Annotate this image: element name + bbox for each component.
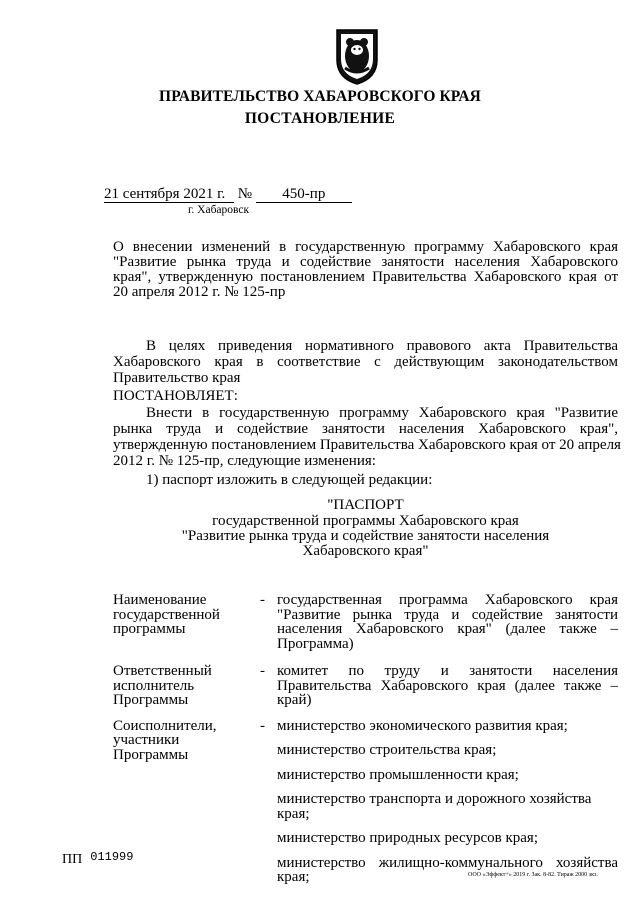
amendment-line: рынка труда и содействие занятости населения Хабаровского края", (113, 421, 618, 437)
participant-item: края; (277, 869, 310, 885)
city: г. Хабаровск (188, 204, 250, 216)
row-label (113, 593, 253, 637)
participant-item: министерство экономического развития края; (277, 717, 568, 734)
date-number-line (104, 186, 352, 203)
document-type: ПОСТАНОВЛЕНИЕ (244, 110, 396, 127)
preamble-line: Хабаровского края в соответствие с действующим законодательством (113, 354, 618, 370)
passport-subtitle (113, 514, 618, 559)
row-label-line: исполнитель (113, 677, 195, 694)
preamble-paragraph (113, 338, 618, 386)
number-sign: № (237, 186, 253, 202)
passport-title: "ПАСПОРТ (327, 497, 404, 513)
amendment-paragraph (113, 405, 621, 469)
row-label-line: программы (113, 621, 186, 637)
participant-item: министерство строительства края; (277, 742, 497, 758)
row-value-line: Программа) (277, 635, 354, 652)
participant-item: министерство жилищно-коммунального хозяйства (277, 854, 618, 871)
document-subject (113, 240, 618, 300)
amendment-line: Внести в государственную программу Хабаровского края "Развитие (146, 405, 618, 421)
subject-line: О внесении изменений в государственную программу Хабаровского края (113, 239, 618, 255)
row-value (277, 719, 618, 885)
subject-line: "Развитие рынка труда и содействие занятости населения Хабаровского (113, 254, 618, 270)
passport-subtitle-line: Хабаровского края" (302, 543, 429, 559)
printer-info: ООО «Эффект+» 2019 г. Зак. 8-82. Тираж 2000 экз. (468, 872, 598, 878)
resolves-heading: ПОСТАНОВЛЯЕТ: (113, 388, 238, 404)
row-label-line: Программы (113, 746, 189, 763)
passport-subtitle-line: "Развитие рынка труда и содействие занятости населения (181, 528, 550, 544)
form-code: ПП (62, 852, 83, 867)
row-value (277, 593, 618, 651)
subject-line: 20 апреля 2012 г. № 125-пр (113, 284, 286, 300)
table-row (113, 593, 618, 651)
passport-table (113, 593, 618, 885)
row-label-line: Наименование (113, 592, 207, 608)
row-value-line: государственная программа Хабаровского края (277, 592, 618, 608)
row-value-line: комитет по труду и занятости населения (277, 663, 618, 679)
participant-item: министерство транспорта и дорожного хозяйства края; (277, 791, 592, 822)
coat-of-arms-icon (331, 26, 383, 86)
subject-line: края", утвержденную постановлением Правительства Хабаровского края от (113, 269, 618, 285)
row-label-line: Программы (113, 692, 189, 708)
government-title: ПРАВИТЕЛЬСТВО ХАБАРОВСКОГО КРАЯ (159, 88, 481, 105)
table-row (113, 719, 618, 885)
row-label-line: Соисполнители, (113, 717, 217, 734)
row-value-line: населения Хабаровского края" (далее также – (277, 621, 618, 637)
document-number: 450-пр (256, 187, 352, 203)
passport-subtitle-line: государственной программы Хабаровского края (212, 513, 519, 529)
row-label-line: государственной (113, 606, 220, 623)
row-label (113, 664, 253, 708)
preamble-line: В целях приведения нормативного правового акта Правительства (146, 338, 618, 354)
serial-number: 011999 (90, 850, 134, 864)
row-label-line: участники (113, 732, 180, 748)
row-dash: - (260, 592, 265, 608)
row-value-line: край) (277, 692, 312, 708)
row-label (113, 719, 253, 763)
row-value-line: Правительства Хабаровского края (далее также – (277, 677, 618, 694)
row-dash: - (260, 717, 265, 734)
footer-code (62, 850, 133, 868)
item-one: 1) паспорт изложить в следующей редакции: (146, 472, 433, 488)
participant-item: министерство природных ресурсов края; (277, 830, 538, 846)
row-label-line: Ответственный (113, 663, 212, 679)
table-row (113, 664, 618, 708)
amendment-line: 2012 г. № 125-пр, следующие изменения: (113, 453, 376, 469)
document-date: 21 сентября 2021 г. (104, 187, 234, 203)
row-dash: - (260, 663, 265, 679)
amendment-line: утвержденную постановлением Правительства Хабаровского края от 20 апреля (113, 437, 621, 453)
row-value (277, 664, 618, 708)
row-value-line: "Развитие рынка труда и содействие занятости (277, 606, 618, 623)
participant-item: министерство промышленности края; (277, 766, 519, 783)
preamble-line: Правительство края (113, 370, 241, 386)
